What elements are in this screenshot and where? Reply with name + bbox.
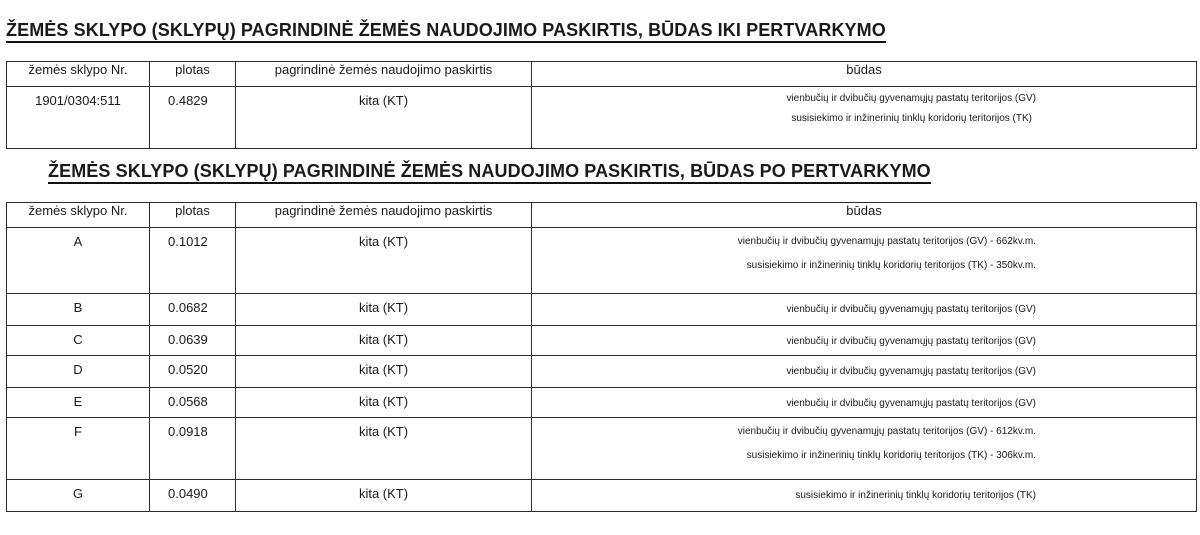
table-row	[7, 294, 1197, 326]
main-purpose-cell: kita (KT)	[236, 356, 532, 388]
method-cell	[532, 388, 1197, 418]
method-cell	[532, 326, 1197, 356]
table-row	[7, 87, 1197, 149]
method-cell	[532, 294, 1197, 326]
method-line: vienbučių ir dvibučių gyvenamųjų pastatų teritorijos (GV)	[786, 93, 1036, 104]
method-line: vienbučių ir dvibučių gyvenamųjų pastatų teritorijos (GV)	[786, 336, 1036, 347]
method-cell	[532, 480, 1197, 512]
method-line: vienbučių ir dvibučių gyvenamųjų pastatų teritorijos (GV)	[786, 366, 1036, 377]
plot-number-cell: G	[7, 480, 150, 512]
main-purpose-cell: kita (KT)	[236, 388, 532, 418]
main-purpose-cell: kita (KT)	[236, 228, 532, 294]
area-cell: 0.4829	[150, 87, 236, 149]
area-cell: 0.0918	[150, 418, 236, 480]
method-line: vienbučių ir dvibučių gyvenamųjų pastatų teritorijos (GV)	[786, 304, 1036, 315]
header-main-purpose: pagrindinė žemės naudojimo paskirtis	[236, 62, 532, 87]
header-method: būdas	[532, 203, 1197, 228]
table-row	[7, 228, 1197, 294]
table-header-row	[7, 62, 1197, 87]
main-purpose-cell: kita (KT)	[236, 418, 532, 480]
main-purpose-cell: kita (KT)	[236, 87, 532, 149]
plot-number-cell: E	[7, 388, 150, 418]
header-area: plotas	[150, 203, 236, 228]
area-cell: 0.0568	[150, 388, 236, 418]
area-cell: 0.0520	[150, 356, 236, 388]
section-title-after: ŽEMĖS SKLYPO (SKLYPŲ) PAGRINDINĖ ŽEMĖS NAUDOJIMO PASKIRTIS, BŪDAS PO PERTVARKYMO	[48, 161, 931, 184]
section-title-before: ŽEMĖS SKLYPO (SKLYPŲ) PAGRINDINĖ ŽEMĖS NAUDOJIMO PASKIRTIS, BŪDAS IKI PERTVARKYMO	[6, 20, 886, 43]
plot-number-cell: B	[7, 294, 150, 326]
area-cell: 0.0682	[150, 294, 236, 326]
plot-number-cell: 1901/0304:511	[7, 87, 150, 149]
plot-number-cell: D	[7, 356, 150, 388]
header-main-purpose: pagrindinė žemės naudojimo paskirtis	[236, 203, 532, 228]
header-plot-number: žemės sklypo Nr.	[7, 203, 150, 228]
table-row	[7, 480, 1197, 512]
main-purpose-cell: kita (KT)	[236, 480, 532, 512]
plot-number-cell: C	[7, 326, 150, 356]
header-area: plotas	[150, 62, 236, 87]
table-row	[7, 388, 1197, 418]
method-line: vienbučių ir dvibučių gyvenamųjų pastatų teritorijos (GV) - 662kv.m.	[737, 236, 1036, 247]
method-cell	[532, 356, 1197, 388]
method-line: susisiekimo ir inžinerinių tinklų koridorių teritorijos (TK)	[791, 113, 1032, 124]
area-cell: 0.0639	[150, 326, 236, 356]
method-cell	[532, 87, 1197, 149]
method-line: susisiekimo ir inžinerinių tinklų koridorių teritorijos (TK) - 306kv.m.	[746, 450, 1036, 461]
header-method: būdas	[532, 62, 1197, 87]
method-line: vienbučių ir dvibučių gyvenamųjų pastatų teritorijos (GV) - 612kv.m.	[737, 426, 1036, 437]
plot-number-cell: A	[7, 228, 150, 294]
method-line: susisiekimo ir inžinerinių tinklų koridorių teritorijos (TK) - 350kv.m.	[746, 260, 1036, 271]
table-row	[7, 326, 1197, 356]
area-cell: 0.1012	[150, 228, 236, 294]
method-cell	[532, 228, 1197, 294]
area-cell: 0.0490	[150, 480, 236, 512]
method-line: susisiekimo ir inžinerinių tinklų koridorių teritorijos (TK)	[795, 490, 1036, 501]
main-purpose-cell: kita (KT)	[236, 326, 532, 356]
table-row	[7, 418, 1197, 480]
method-cell	[532, 418, 1197, 480]
main-purpose-cell: kita (KT)	[236, 294, 532, 326]
land-use-table-before	[6, 61, 1197, 149]
land-use-table-after	[6, 202, 1197, 512]
method-line: vienbučių ir dvibučių gyvenamųjų pastatų teritorijos (GV)	[786, 398, 1036, 409]
plot-number-cell: F	[7, 418, 150, 480]
table-row	[7, 356, 1197, 388]
table-header-row	[7, 203, 1197, 228]
header-plot-number: žemės sklypo Nr.	[7, 62, 150, 87]
